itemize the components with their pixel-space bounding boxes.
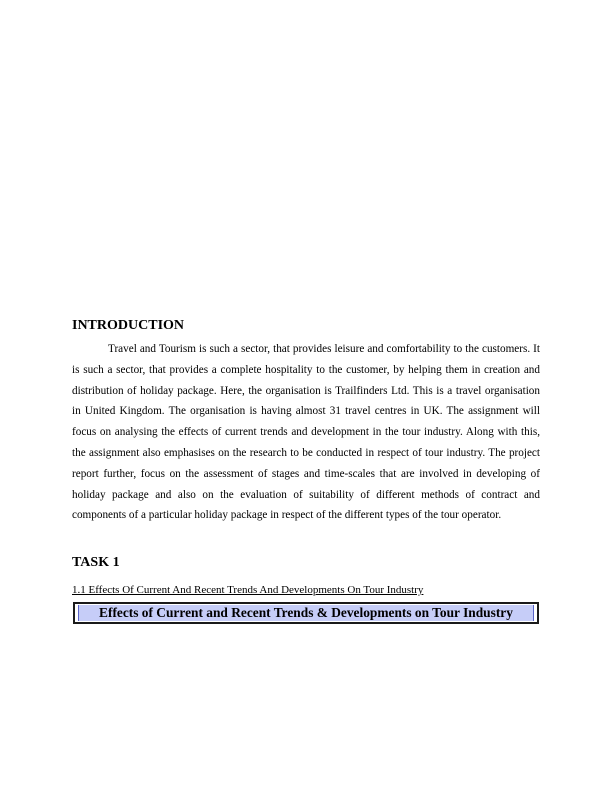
introduction-paragraph: Travel and Tourism is such a sector, that provides leisure and comfortability to the customers. It is such a sector, that provides a complete hospitality to the customer, by helping them in creation and distribution of holiday package. Here, the organisation is Trailfinders Ltd. This is a travel organisation in United Kingdom. The organisation is having almost 31 travel centres in UK. The assignment will focus on analysing the effects of current trends and development in the tour industry. Along with this, the assignment also emphasises on the research to be conducted in respect of tour industry. The project report further, focus on the assessment of stages and time-scales that are involved in developing of holiday package and also on the evaluation of suitability of different methods of contract and components of a particular holiday package in respect of the different types of the tour operator. bbox=[72, 343, 540, 522]
section-banner-fill bbox=[78, 605, 534, 621]
section-banner bbox=[73, 602, 539, 624]
introduction-heading: INTRODUCTION bbox=[72, 318, 185, 333]
section-banner-title: Effects of Current and Recent Trends & Developments on Tour Industry bbox=[99, 605, 513, 620]
task-heading: TASK 1 bbox=[72, 555, 120, 570]
task-subheading: 1.1 Effects Of Current And Recent Trends And Developments On Tour Industry bbox=[72, 584, 424, 596]
